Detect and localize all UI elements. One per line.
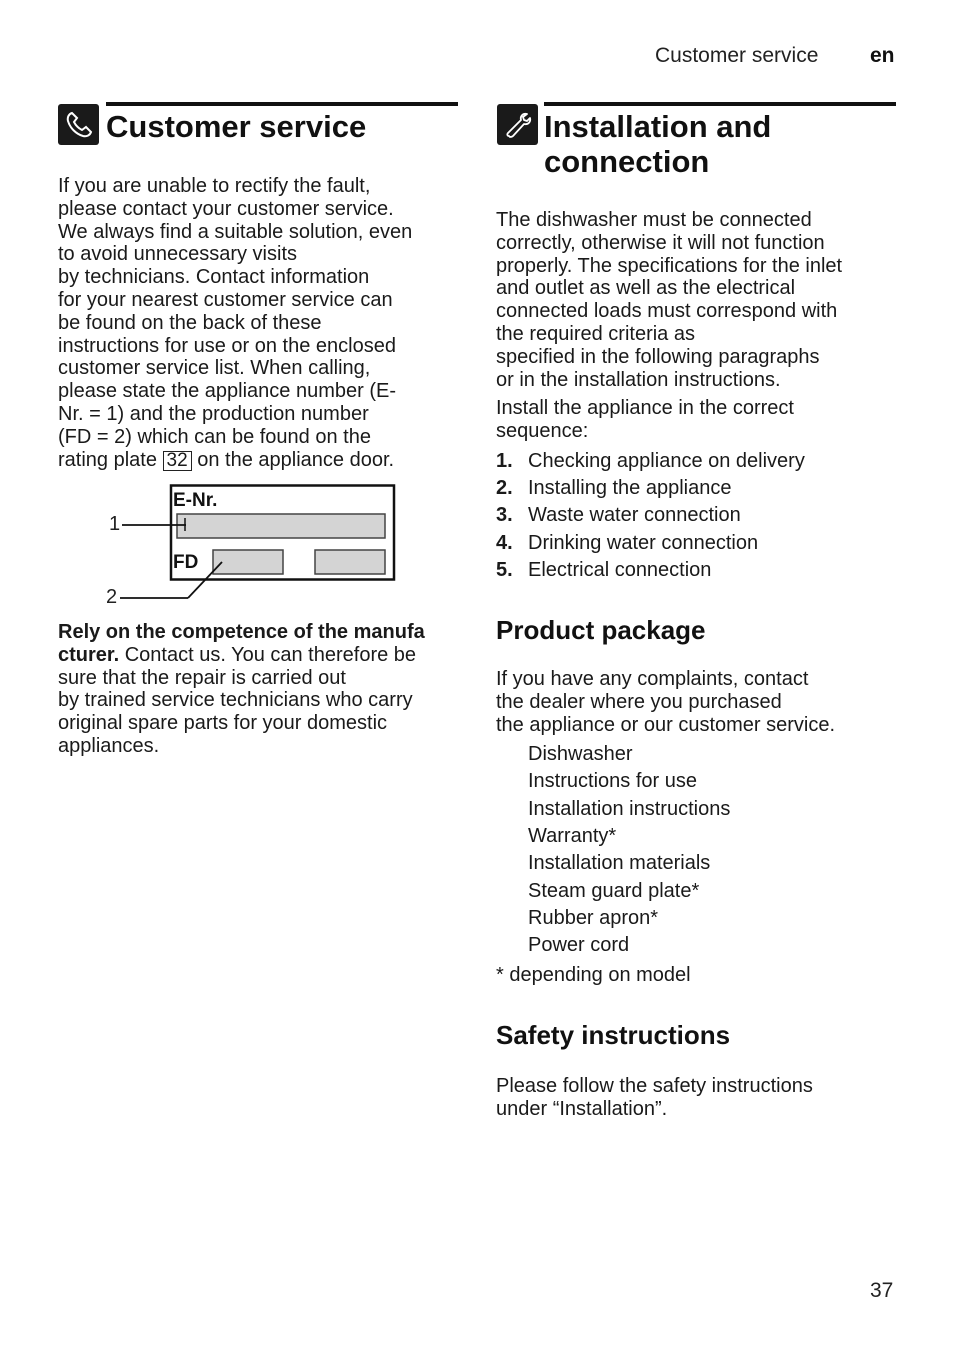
competence-bold-end: cturer. xyxy=(58,643,120,666)
heading-rule xyxy=(106,102,458,106)
competence-bold-line: Rely on the competence of the manufa xyxy=(58,621,425,643)
safety-title: Safety instructions xyxy=(496,1020,731,1050)
intro-line: the required criteria as xyxy=(496,322,695,345)
safety-line: Please follow the safety instructions xyxy=(496,1075,813,1097)
body-line: Nr. = 1) and the production number xyxy=(58,402,369,425)
intro-line: properly. The specifications for the inlet xyxy=(496,254,843,277)
telephone-icon-glyph xyxy=(64,110,94,140)
installation-title-line: connection xyxy=(544,144,710,179)
package-item: Power cord xyxy=(528,934,630,956)
body-line xyxy=(58,449,412,472)
enr-label: E-Nr. xyxy=(173,490,218,511)
step-number: 1. xyxy=(496,450,513,472)
step-number: 5. xyxy=(496,559,513,581)
package-item: Instructions for use xyxy=(528,770,697,792)
step-text: Installing the appliance xyxy=(528,477,732,499)
package-item: Installation instructions xyxy=(528,798,731,820)
running-header-language: en xyxy=(870,44,895,67)
package-intro-line: If you have any complaints, contact xyxy=(496,668,809,690)
step-number: 2. xyxy=(496,477,513,499)
step-text: Checking appliance on delivery xyxy=(528,450,805,472)
step-text: Waste water connection xyxy=(528,504,741,526)
package-item: Installation materials xyxy=(528,852,711,874)
appliance-door-text: on the appliance door. xyxy=(197,448,395,471)
rating-plate-drawing xyxy=(98,484,458,604)
package-item: Steam guard plate* xyxy=(528,880,700,902)
safety-line: under “Installation”. xyxy=(496,1097,668,1120)
sequence-line: sequence: xyxy=(496,419,589,442)
body-line: instructions for use or on the enclosed xyxy=(58,334,396,357)
body-line: please contact your customer service. xyxy=(58,197,394,220)
telephone-icon xyxy=(58,104,99,145)
competence-line: by trained service technicians who carry xyxy=(58,689,413,712)
body-line: We always find a suitable solution, even xyxy=(58,220,413,243)
wrench-icon xyxy=(497,104,538,145)
intro-line: and outlet as well as the electrical xyxy=(496,277,796,300)
competence-rest: Contact us. You can therefore be xyxy=(124,643,417,666)
package-item: Rubber apron* xyxy=(528,907,659,929)
heading-rule xyxy=(544,102,896,106)
step-text: Drinking water connection xyxy=(528,532,759,554)
competence-line: sure that the repair is carried out xyxy=(58,666,346,689)
fd-label: FD xyxy=(173,552,199,573)
intro-line: specified in the following paragraphs xyxy=(496,345,820,368)
step-text: Electrical connection xyxy=(528,559,712,581)
intro-line: or in the installation instructions. xyxy=(496,368,781,391)
customer-service-title: Customer service xyxy=(106,109,367,144)
step-number: 3. xyxy=(496,504,513,526)
wrench-icon-glyph xyxy=(503,110,533,140)
body-line: be found on the back of these xyxy=(58,311,322,334)
callout-2: 2 xyxy=(106,586,118,608)
page-number: 37 xyxy=(870,1279,894,1302)
step-number: 4. xyxy=(496,532,513,554)
competence-line xyxy=(58,644,425,667)
safety-text xyxy=(496,1075,813,1121)
sequence-intro xyxy=(496,397,794,443)
footnote: * depending on model xyxy=(496,964,691,986)
installation-title xyxy=(544,109,771,179)
intro-line: connected loads must correspond with xyxy=(496,300,838,323)
competence-line: original spare parts for your domestic xyxy=(58,712,388,735)
sequence-line: Install the appliance in the correct xyxy=(496,397,794,419)
installation-title-line: Installation and xyxy=(544,109,772,144)
body-line: by technicians. Contact information xyxy=(58,266,370,289)
package-intro-line: the dealer where you purchased xyxy=(496,690,782,713)
product-package-intro xyxy=(496,668,835,736)
competence-paragraph xyxy=(58,621,425,758)
intro-line: correctly, otherwise it will not function xyxy=(496,231,825,254)
package-item: Warranty* xyxy=(528,825,617,847)
installation-intro xyxy=(496,209,842,391)
body-line: customer service list. When calling, xyxy=(58,357,371,380)
rating-plate-text: rating plate xyxy=(58,448,157,471)
body-line: to avoid unnecessary visits xyxy=(58,243,298,266)
customer-service-body xyxy=(58,175,412,471)
intro-line: The dishwasher must be connected xyxy=(496,209,812,231)
body-line: (FD = 2) which can be found on the xyxy=(58,425,371,448)
body-line: for your nearest customer service can xyxy=(58,288,393,311)
rating-plate-reference: 32 xyxy=(163,451,192,471)
product-package-title: Product package xyxy=(496,615,706,645)
package-item: Dishwasher xyxy=(528,743,633,765)
body-line: If you are unable to rectify the fault, xyxy=(58,175,371,197)
body-line: please state the appliance number (E- xyxy=(58,380,396,403)
running-header-section: Customer service xyxy=(655,44,819,67)
callout-1: 1 xyxy=(109,513,121,535)
rating-plate-diagram xyxy=(98,484,458,608)
package-intro-line: the appliance or our customer service. xyxy=(496,713,836,736)
competence-line: appliances. xyxy=(58,734,160,757)
